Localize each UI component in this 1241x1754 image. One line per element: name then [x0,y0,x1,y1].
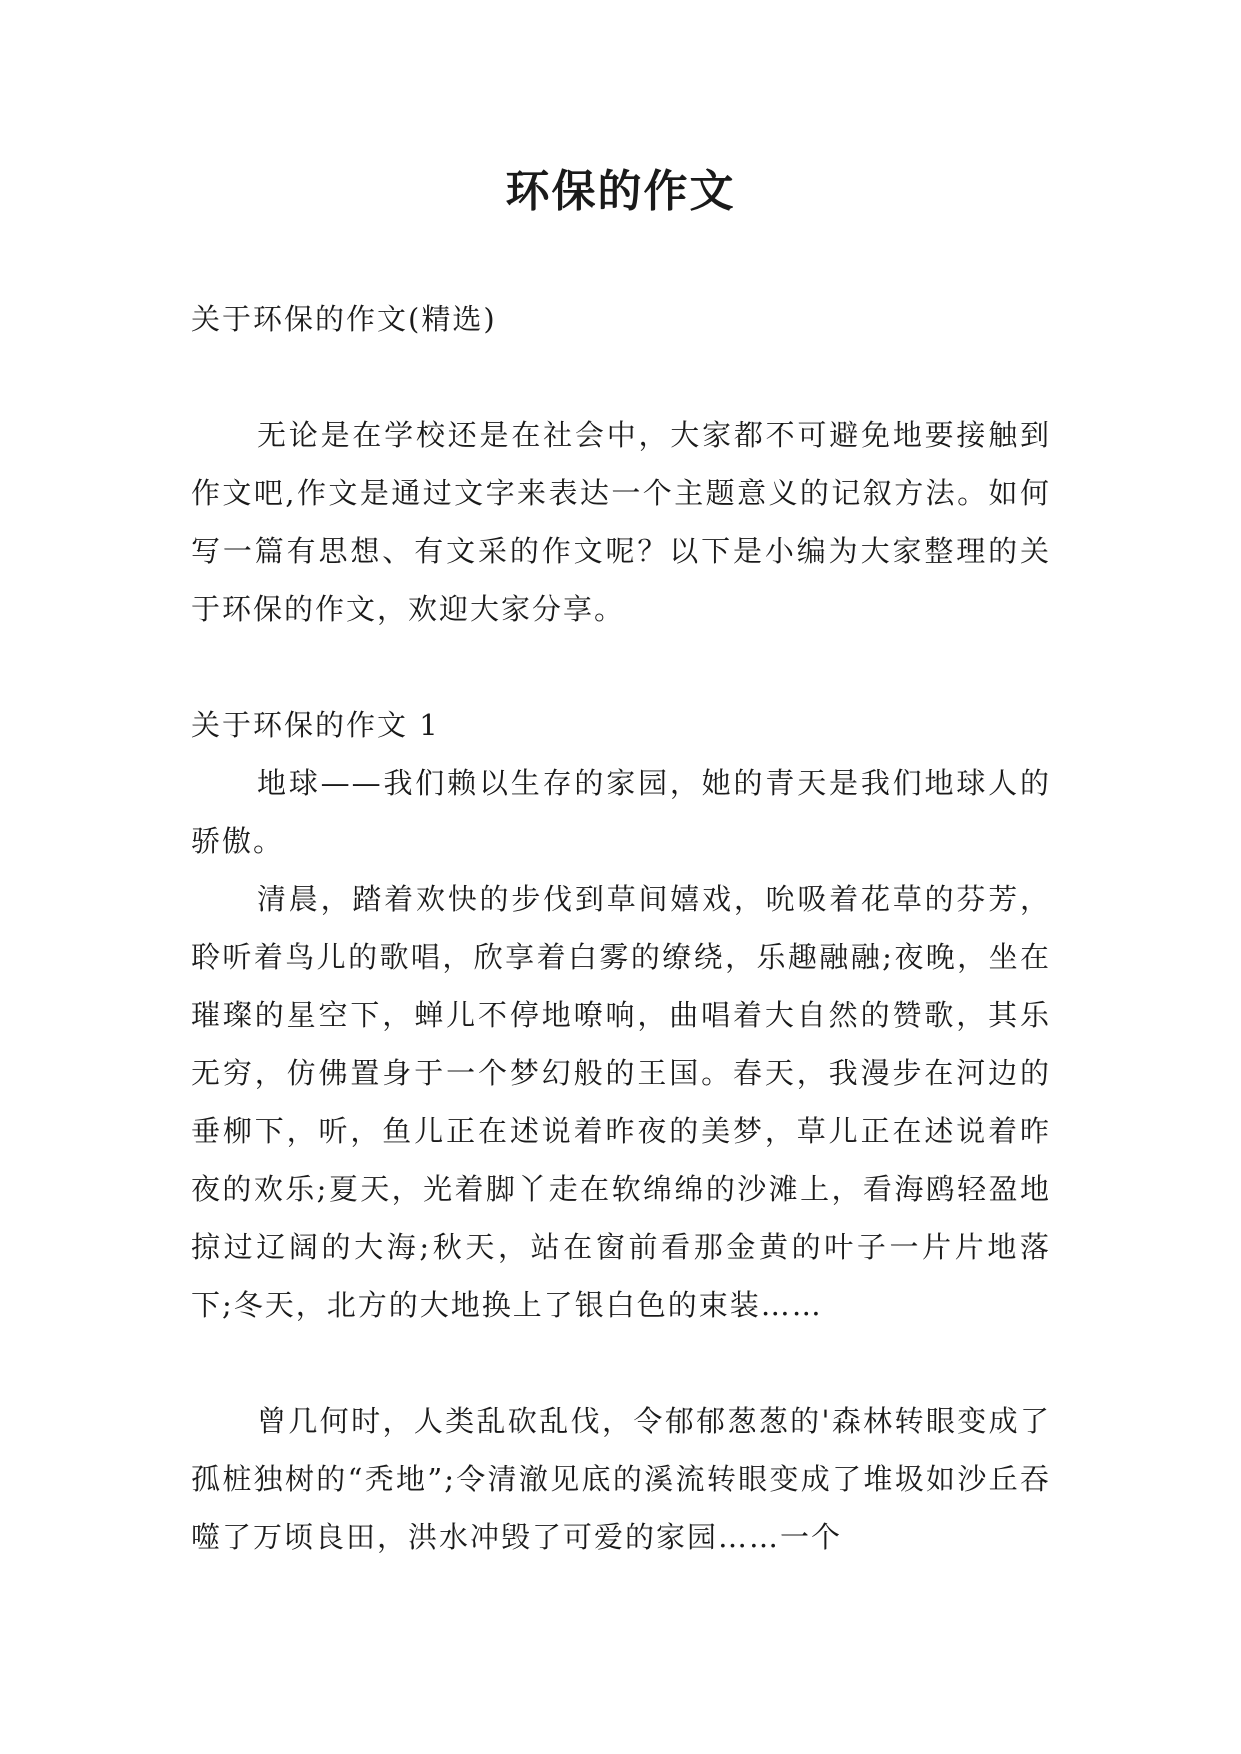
body-paragraph: 地球——我们赖以生存的家园，她的青天是我们地球人的骄傲。 [191,766,1051,858]
section-heading: 关于环保的作文 1 [191,708,440,742]
body-paragraph: 清晨，踏着欢快的步伐到草间嬉戏，吮吸着花草的芬芳，聆听着鸟儿的歌唱，欣享着白雾的缭绕，乐趣融融;夜晚，坐在璀璨的星空下，蝉儿不停地嘹响，曲唱着大自然的赞歌，其乐无穷，仿佛置身于一个梦幻般的王国。春天，我漫步在河边的垂柳下，听，鱼儿正在述说着昨夜的美梦，草儿正在述说着昨夜的欢乐;夏天，光着脚丫走在软绵绵的沙滩上，看海鸥轻盈地掠过辽阔的大海;秋天，站在窗前看那金黄的叶子一片片地落下;冬天，北方的大地换上了银白色的束装…… [191,882,1051,1322]
document-subtitle: 关于环保的作文(精选) [191,302,497,336]
body-paragraph: 曾几何时，人类乱砍乱伐，令郁郁葱葱的'森林转眼变成了孤桩独树的“秃地”;令清澈见底的溪流转眼变成了堆圾如沙丘吞噬了万顷良田，洪水冲毁了可爱的家园……一个 [191,1404,1051,1554]
intro-paragraph: 无论是在学校还是在社会中，大家都不可避免地要接触到作文吧,作文是通过文字来表达一个主题意义的记叙方法。如何写一篇有思想、有文采的作文呢？以下是小编为大家整理的关于环保的作文，欢迎大家分享。 [191,418,1051,626]
document-title: 环保的作文 [505,166,736,217]
